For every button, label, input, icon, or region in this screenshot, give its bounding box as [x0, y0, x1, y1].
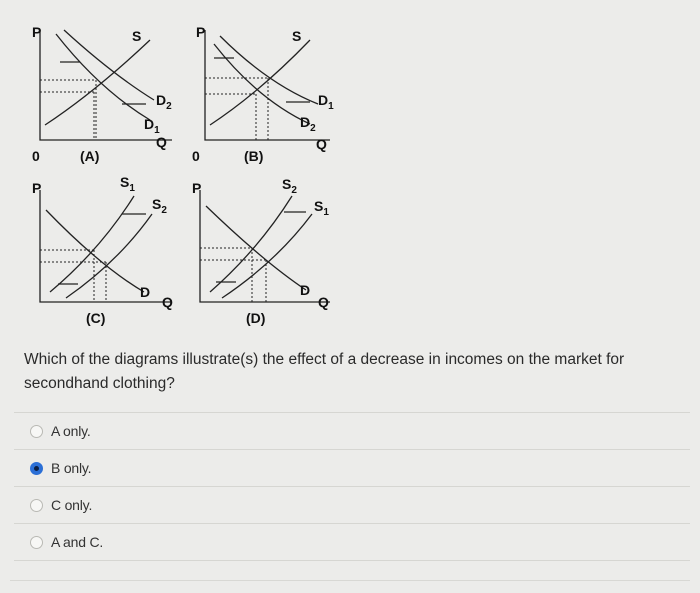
option-b-only[interactable]: [14, 449, 690, 486]
panel-b-demand-label-d2: $D_2$: [300, 114, 316, 134]
panel-a-axis-q: Q: [156, 134, 167, 150]
panel-a-supply-label: S: [132, 28, 142, 44]
option-c-only[interactable]: [14, 486, 690, 523]
panel-c-axis-p: P: [32, 180, 42, 196]
radio-button-selected-icon[interactable]: [30, 462, 43, 475]
panel-d-demand-label: D: [300, 282, 311, 298]
answer-options: [14, 412, 690, 561]
question-text: Which of the diagrams illustrate(s) the effect of a decrease in incomes on the market for secondhand clothing?: [24, 351, 625, 392]
panel-b-origin: 0: [192, 148, 200, 164]
panel-d-guides: [200, 248, 266, 302]
bottom-divider: [10, 580, 690, 581]
radio-button-icon[interactable]: [30, 499, 43, 512]
option-label: A only.: [51, 423, 91, 439]
panel-d-supply-s2-curve: [210, 196, 292, 292]
panel-a-demand-label-d2: $D_2$: [156, 92, 172, 112]
panel-c-demand-curve: [46, 210, 144, 292]
panel-d-axes: [200, 190, 330, 302]
panel-b-axis-q: Q: [316, 136, 327, 152]
panel-b-supply-label: S: [292, 28, 302, 44]
radio-button-icon[interactable]: [30, 425, 43, 438]
option-label: B only.: [51, 460, 92, 476]
panel-c-label: (C): [86, 310, 106, 326]
panel-a-supply-curve: [45, 40, 150, 125]
option-label: A and C.: [51, 534, 104, 550]
panel-c-supply-label-s2: $S_2$: [152, 196, 167, 216]
radio-button-icon[interactable]: [30, 536, 43, 549]
panel-b-axis-p: P: [196, 24, 206, 40]
panel-a-origin: 0: [32, 148, 40, 164]
panel-c-demand-label: D: [140, 284, 151, 300]
panel-a-axis-p: P: [32, 24, 42, 40]
panel-c-axis-q: Q: [162, 294, 173, 310]
option-a-only[interactable]: [14, 412, 690, 449]
option-label: C only.: [51, 497, 93, 513]
panel-b-label: (B): [244, 148, 264, 164]
panel-a-demand-label-d1: $D_1$: [144, 116, 160, 136]
panel-a-guides: [40, 80, 96, 140]
panel-d-supply-label-s2: $S_2$: [282, 176, 297, 196]
panel-b-guides: [205, 78, 268, 140]
panel-d-axis-q: Q: [318, 294, 329, 310]
panel-d-axis-p: P: [192, 180, 202, 196]
panel-d-supply-label-s1: $S_1$: [314, 198, 329, 218]
option-a-and-c[interactable]: [14, 523, 690, 561]
panel-c-supply-label-s1: $S_1$: [120, 174, 135, 194]
panel-d-label: (D): [246, 310, 266, 326]
panel-b-demand-label-d1: $D_1$: [318, 92, 334, 112]
panel-a-label: (A): [80, 148, 100, 164]
panel-b-supply-curve: [210, 40, 310, 125]
